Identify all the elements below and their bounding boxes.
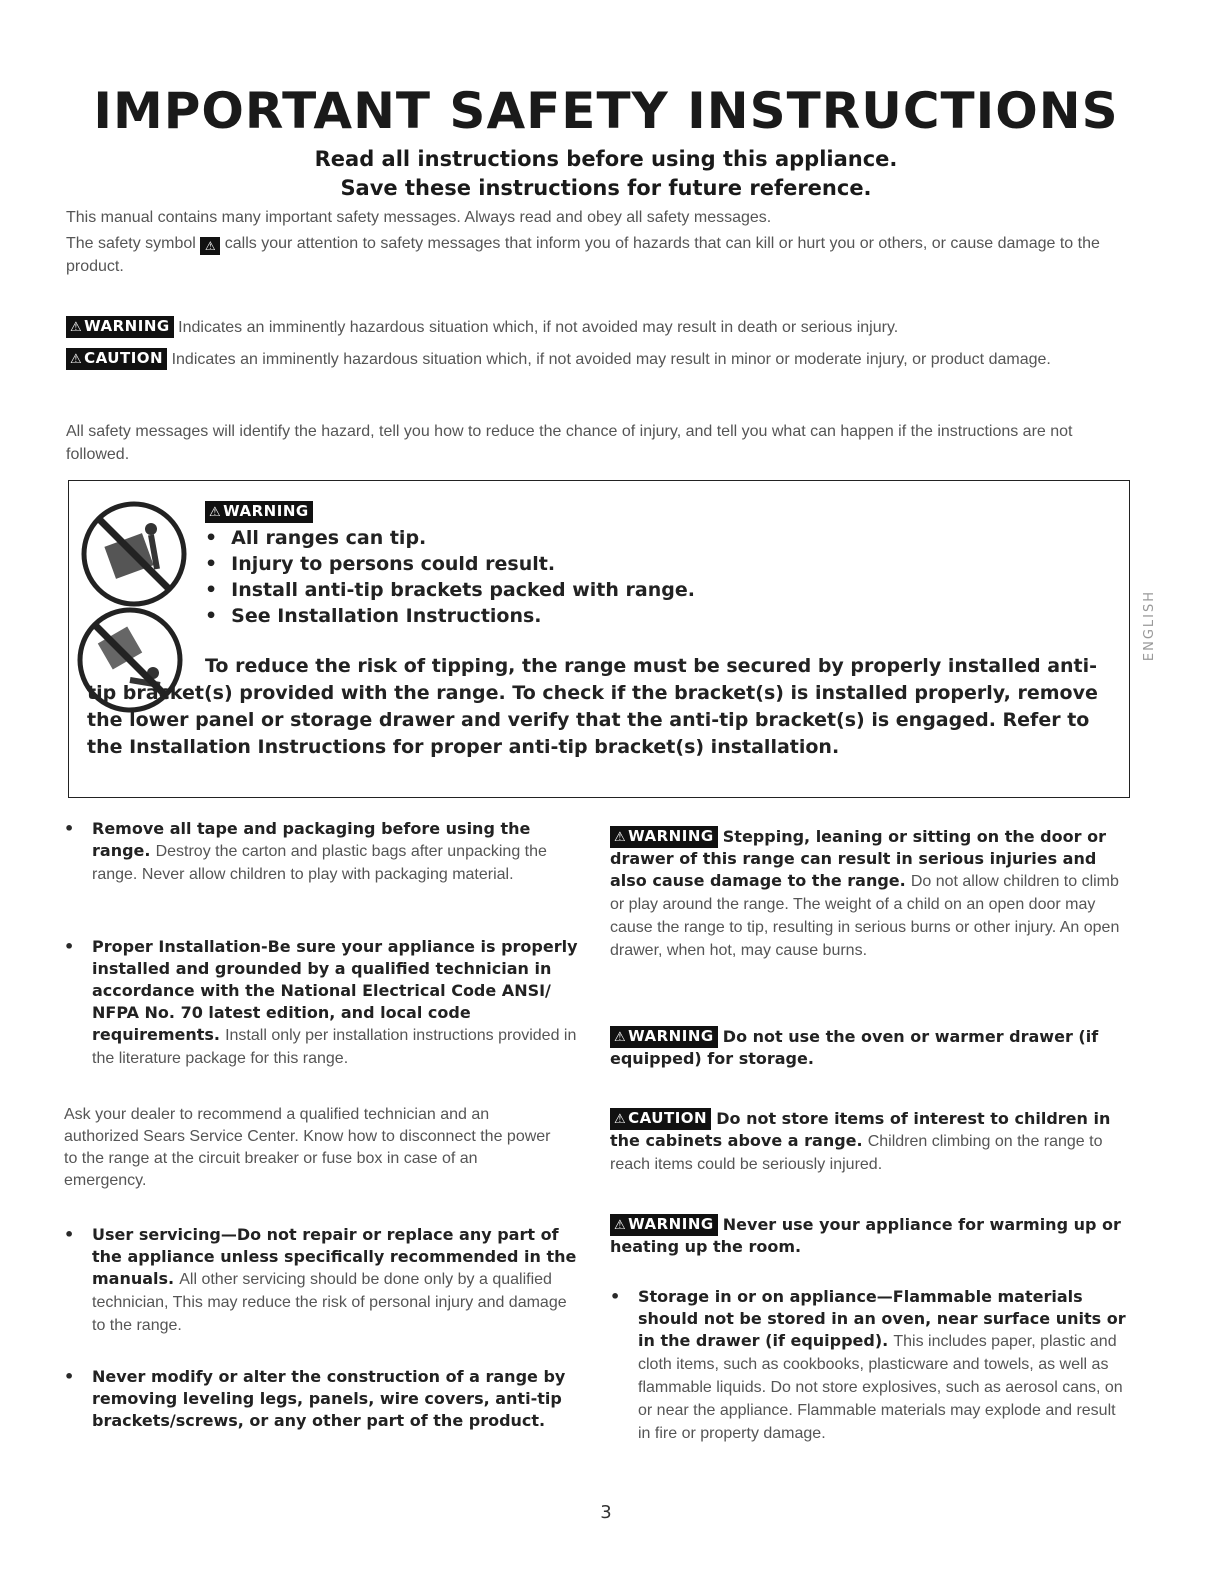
list-item: • All ranges can tip. <box>205 525 695 551</box>
box-warning-tag: ⚠ WARNING <box>205 501 313 523</box>
heating-warning <box>610 1214 1130 1258</box>
warning-triangle-icon: ⚠ <box>614 830 627 845</box>
item-bold: Do not store items of interest to children in the cabinets above a range. <box>610 1109 1111 1150</box>
warning-triangle-icon: ⚠ <box>614 1030 627 1045</box>
warning-triangle-icon: ⚠ <box>614 1218 627 1233</box>
step-lean-warning <box>610 826 1130 962</box>
item-bold: Proper Installation-Be sure your appliance is properly installed and grounded by a qualified technician in accordance with the National Electrical Code ANSI/ NFPA No. 70 latest edition, and local code requirements. <box>92 937 578 1044</box>
item-text: This includes paper, plastic and cloth items, such as cookbooks, plasticware and towels, as well as flammable liquids. Do not store explosives, such as aerosol cans, on or near the appliance. Flammable materials may explode and result in fire or property damage. <box>638 1333 1123 1442</box>
list-item: • Install anti-tip brackets packed with range. <box>205 577 695 603</box>
page-title: IMPORTANT SAFETY INSTRUCTIONS <box>93 82 1119 140</box>
caution-triangle-icon: ⚠ <box>70 352 83 367</box>
all-messages-paragraph: All safety messages will identify the hazard, tell you how to reduce the chance of injury, and tell you what can happen if the instructions are not followed. <box>66 423 1073 463</box>
caution-tag: ⚠ CAUTION <box>610 1108 711 1130</box>
warning-tag: ⚠ WARNING <box>610 826 718 848</box>
caution-definition <box>66 348 1126 371</box>
cabinet-caution <box>610 1108 1130 1176</box>
warning-tag: ⚠ WARNING <box>610 1214 718 1236</box>
item-text: Do not allow children to climb or play around the range. The weight of a child on an open door may cause the range to tip, resulting in serious burns or other injury. An open drawer, when hot, may cause burns. <box>610 873 1120 959</box>
list-item: • See Installation Instructions. <box>205 603 695 629</box>
storage-warning <box>610 1026 1130 1070</box>
language-side-label: ENGLISH <box>1142 590 1157 662</box>
safety-symbol-icon: ⚠ <box>200 237 220 255</box>
caution-definition-text: Indicates an imminently hazardous situation which, if not avoided may result in minor or moderate injury, or product damage. <box>171 351 1051 368</box>
dealer-paragraph: Ask your dealer to recommend a qualified technician and an authorized Sears Service Center. Know how to disconnect the power to the range at the circuit breaker or fuse box in case of an emergency. <box>64 1106 551 1189</box>
item-bold: Never use your appliance for warming up or heating up the room. <box>610 1215 1121 1256</box>
item-bold: Stepping, leaning or sitting on the door or drawer of this range can result in serious injuries and also cause damage to the range. <box>610 827 1106 890</box>
intro-paragraph: This manual contains many important safety messages. Always read and obey all safety messages. <box>66 209 772 226</box>
subtitle-save: Save these instructions for future reference. <box>340 176 872 200</box>
warning-tag: ⚠ WARNING <box>610 1026 718 1048</box>
warning-tag: ⚠ WARNING <box>66 316 174 338</box>
intro-text-b: calls your attention to safety messages that inform you of hazards that can kill or hurt you or others, or cause damage to the product. <box>66 235 1100 275</box>
list-item <box>64 1224 584 1337</box>
item-bold: Never modify or alter the construction of a range by removing leveling legs, panels, wire covers, anti-tip brackets/screws, or any other part of the product. <box>92 1367 566 1430</box>
box-bullet-list <box>205 525 695 629</box>
caution-triangle-icon: ⚠ <box>614 1112 627 1127</box>
item-bold: User servicing—Do not repair or replace any part of the appliance unless specifically recommended in the manuals. <box>92 1225 577 1288</box>
safety-symbol-paragraph <box>66 232 1126 278</box>
list-item: • Injury to persons could result. <box>205 551 695 577</box>
item-text: Destroy the carton and plastic bags after unpacking the range. Never allow children to play with packaging material. <box>92 843 547 883</box>
range-tip-hazard-icon <box>79 499 189 609</box>
list-item <box>64 1366 584 1432</box>
item-bold: Do not use the oven or warmer drawer (if equipped) for storage. <box>610 1027 1099 1068</box>
warning-definition-text: Indicates an imminently hazardous situation which, if not avoided may result in death or serious injury. <box>178 319 899 336</box>
page-number: 3 <box>600 1502 612 1523</box>
item-bold: Storage in or on appliance—Flammable materials should not be stored in an oven, near surface units or in the drawer (if equipped). <box>638 1287 1126 1350</box>
item-text: Children climbing on the range to reach items could be seriously injured. <box>610 1133 1103 1173</box>
anti-tip-warning-box <box>68 480 1130 798</box>
item-text: All other servicing should be done only by a qualified technician, This may reduce the risk of personal injury and damage to the range. <box>92 1271 567 1334</box>
item-bold: Remove all tape and packaging before using the range. <box>92 819 531 860</box>
list-item <box>64 818 584 886</box>
list-item <box>610 1286 1130 1445</box>
item-text: Install only per installation instructions provided in the literature package for this range. <box>92 1027 577 1067</box>
caution-tag: ⚠ CAUTION <box>66 348 167 370</box>
list-item <box>64 936 584 1070</box>
subtitle-read: Read all instructions before using this appliance. <box>314 147 898 171</box>
anti-tip-risk-text: To reduce the risk of tipping, the range must be secured by properly installed anti-tip bracket(s) provided with the range. To check if the bracket(s) is installed properly, remove the lower panel or storage drawer and verify that the anti-tip bracket(s) is engaged. Refer to the Installation Instructions for proper anti-tip bracket(s) installation. <box>87 655 1098 758</box>
warning-triangle-icon: ⚠ <box>70 320 83 335</box>
box-warning-triangle-icon: ⚠ <box>209 505 222 520</box>
intro-text-a: The safety symbol <box>66 235 196 252</box>
warning-definition <box>66 316 1126 339</box>
